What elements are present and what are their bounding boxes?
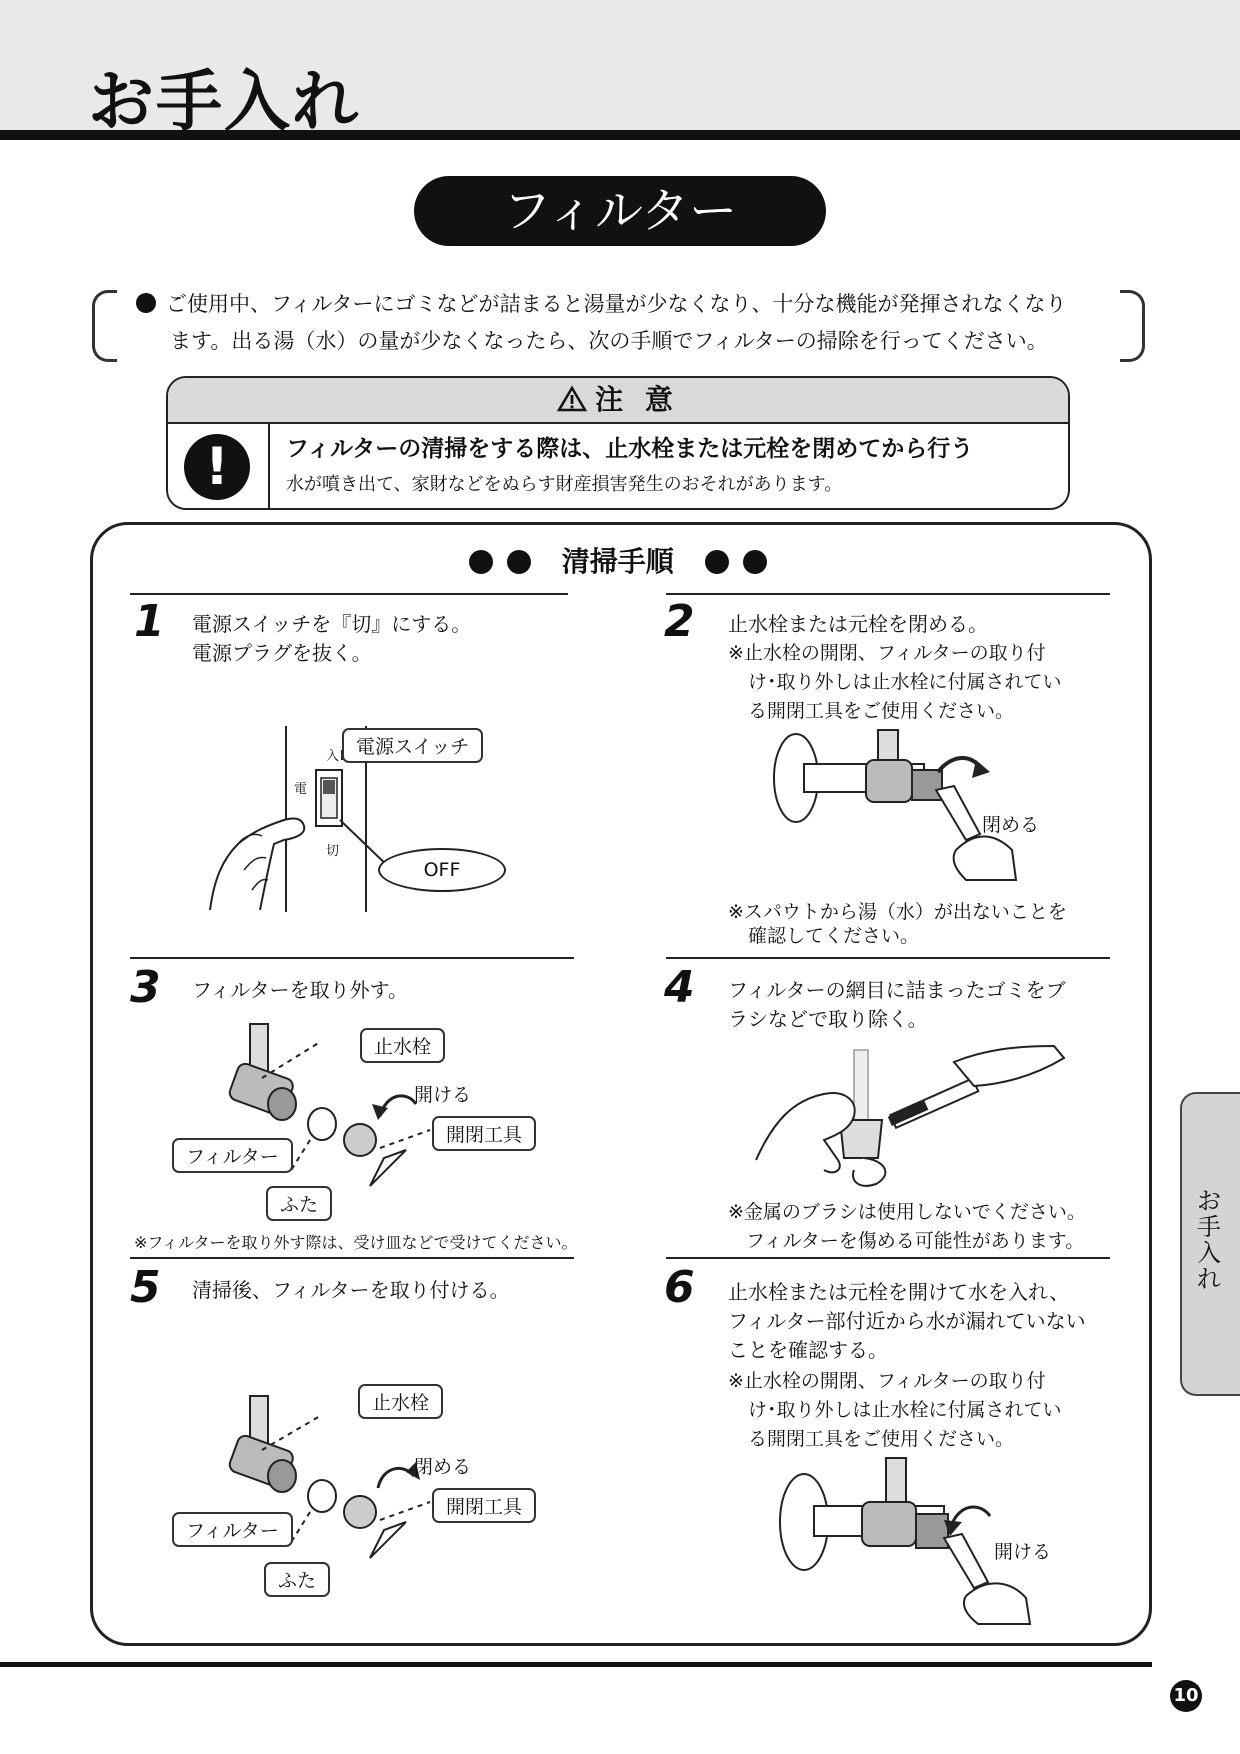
step-divider <box>666 957 1110 959</box>
step-after-note <box>728 1198 1086 1256</box>
step-divider <box>130 593 568 595</box>
cap-label: ふた <box>266 1186 332 1221</box>
section-title: フィルター <box>414 176 826 246</box>
step-note: ※フィルターを取り外す際は、受け皿などで受けてください。 <box>134 1233 578 1252</box>
on-mark: 入 <box>326 749 340 764</box>
step-text: フィルターを取り外す。 <box>192 978 408 1002</box>
caution-box <box>166 376 1070 510</box>
note-line: る開閉工具をご使用ください。 <box>748 700 1015 722</box>
bullet-icon <box>705 550 729 574</box>
step-text-line: 電源プラグを抜く。 <box>192 641 372 665</box>
stop-valve-label: 止水栓 <box>358 1384 443 1419</box>
filter-label: フィルター <box>172 1512 293 1547</box>
bullet-icon <box>507 550 531 574</box>
exclamation-icon: ! <box>184 434 250 500</box>
note-line: ※止水栓の開閉、フィルターの取り付 <box>728 642 1046 664</box>
footer-rule <box>0 1662 1152 1667</box>
cap-label: ふた <box>264 1562 330 1597</box>
bullet-icon <box>743 550 767 574</box>
procedure-title <box>462 540 774 580</box>
caution-icon-cell <box>168 424 270 508</box>
intro-line-2: ます。出る湯（水）の量が少なくなったら、次の手順でフィルターの掃除を行ってください。 <box>170 329 1048 353</box>
step-divider <box>666 593 1110 595</box>
page-number: 10 <box>1170 1680 1202 1712</box>
off-callout: OFF <box>378 848 506 892</box>
caution-sub-text: 水が噴き出て、家財などをぬらす財産損害発生のおそれがあります。 <box>286 474 843 495</box>
step-divider <box>130 1257 574 1259</box>
step-number: 2 <box>664 596 695 647</box>
filter-brushing-illustration <box>754 1040 1074 1190</box>
step-divider <box>666 1257 1110 1259</box>
open-label: 開ける <box>414 1084 472 1106</box>
caution-main-text: フィルターの清掃をする際は、止水栓または元栓を閉めてから行う <box>286 436 974 462</box>
intro-line-1: ご使用中、フィルターにゴミなどが詰まると湯量が少なくなり、十分な機能が発揮されなくなり <box>166 292 1067 316</box>
note-line: け･取り外しは止水栓に付属されてい <box>748 671 1062 693</box>
caution-header <box>168 378 1068 424</box>
close-label: 閉める <box>414 1456 472 1478</box>
page-title: お手入れ <box>88 63 360 140</box>
note-line: ※スパウトから湯（水）が出ないことを <box>728 901 1067 923</box>
step-text: 止水栓または元栓を閉める。 <box>728 612 988 636</box>
step-number: 6 <box>664 1262 695 1313</box>
note-line: 確認してください。 <box>748 925 920 947</box>
note-line: フィルターを傷める可能性があります。 <box>746 1230 1085 1252</box>
filter-label: フィルター <box>172 1138 293 1173</box>
step-text-line: フィルターの網目に詰まったゴミをブ <box>728 978 1066 1002</box>
bracket-left <box>92 290 117 362</box>
step-number: 1 <box>134 596 165 647</box>
close-label: 閉める <box>982 814 1040 836</box>
note-line: ※止水栓の開閉、フィルターの取り付 <box>728 1370 1046 1392</box>
step-text: 清掃後、フィルターを取り付ける。 <box>192 1278 510 1302</box>
bracket-right <box>1120 290 1145 362</box>
power-switch-label: 電源スイッチ <box>342 728 483 763</box>
step-number: 4 <box>664 962 695 1013</box>
bullet-icon <box>469 550 493 574</box>
valve-close-illustration <box>766 730 1046 880</box>
step-divider <box>130 957 574 959</box>
step-text <box>728 1278 1086 1365</box>
note-line: ※金属のブラシは使用しないでください。 <box>728 1201 1086 1223</box>
caution-heading: 注 意 <box>595 383 679 416</box>
step-text-line: ラシなどで取り除く。 <box>728 1007 928 1031</box>
step-text <box>728 976 1066 1034</box>
step-text-line: ことを確認する。 <box>728 1338 888 1362</box>
step-text <box>192 610 471 668</box>
tool-label: 開閉工具 <box>432 1488 536 1523</box>
step-text-line: 止水栓または元栓を開けて水を入れ、 <box>728 1280 1070 1304</box>
tool-label: 開閉工具 <box>432 1116 536 1151</box>
step-note <box>728 1367 1062 1454</box>
step-after-note <box>728 900 1067 948</box>
step-number: 5 <box>130 1262 161 1313</box>
open-label: 開ける <box>994 1541 1052 1563</box>
power-mark: 電 <box>294 782 308 797</box>
step-note <box>728 639 1062 726</box>
bullet-icon <box>136 293 156 313</box>
step-text-line: フィルター部付近から水が漏れていない <box>728 1309 1086 1333</box>
side-tab-label: お手入れ <box>1197 1187 1221 1293</box>
note-line: け･取り外しは止水栓に付属されてい <box>748 1399 1062 1421</box>
off-mark: 切 <box>326 844 340 859</box>
stop-valve-label: 止水栓 <box>360 1028 445 1063</box>
step-text-line: 電源スイッチを『切』にする。 <box>192 612 472 636</box>
procedure-title-text: 清掃手順 <box>561 545 674 578</box>
step-number: 3 <box>130 962 161 1013</box>
note-line: る開閉工具をご使用ください。 <box>748 1428 1015 1450</box>
intro-text <box>136 286 1106 360</box>
warning-triangle-icon <box>557 386 587 412</box>
